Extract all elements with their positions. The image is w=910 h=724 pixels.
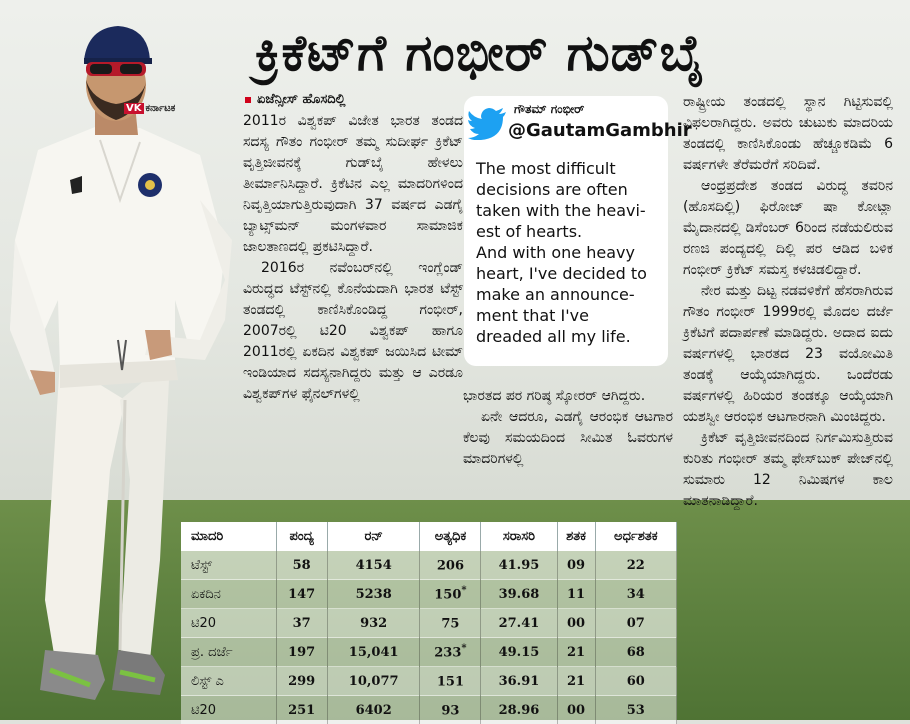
column-header: ರನ್ (327, 522, 420, 551)
matches-cell: 147 (276, 580, 327, 609)
article-column-2 (463, 386, 673, 470)
fifties-cell: 07 (595, 609, 676, 638)
average-cell: 41.95 (481, 551, 557, 580)
average-cell: 49.15 (481, 638, 557, 667)
article-column-1 (243, 111, 463, 405)
tweet-line: And with one heavy (476, 242, 666, 263)
best-cell: 93 (420, 696, 481, 724)
tweet-line: dreaded all my life. (476, 326, 666, 347)
column-header: ಅರ್ಧಶತಕ (595, 522, 676, 551)
paragraph: ಭಾರತದ ಪರ ಗರಿಷ್ಠ ಸ್ಕೋರರ್ ಆಗಿದ್ದರು. (463, 386, 673, 407)
byline-marker (245, 97, 251, 103)
fifties-cell: 34 (595, 580, 676, 609)
fifties-cell: 60 (595, 667, 676, 696)
twitter-bird-icon (468, 108, 508, 140)
tweet-line: make an announce- (476, 284, 666, 305)
table-row (181, 551, 677, 580)
matches-cell: 251 (276, 696, 327, 724)
tweet-line: decisions are often (476, 179, 666, 200)
table-row (181, 638, 677, 667)
paragraph: ರಾಷ್ಟ್ರೀಯ ತಂಡದಲ್ಲಿ ಸ್ಥಾನ ಗಿಟ್ಟಿಸುವಲ್ಲಿ ವಿಫಲರಾಗಿದ್ದರು. ಅವರು ಚುಟುಕು ಮಾದರಿಯ ತಂಡದಲ್ಲಿ ಕಾಣಿಸಿಕೊಂಡು ಹೆಚ್ಚೂಕಡಿಮೆ 6 ವರ್ಷಗಳೇ ತೆರೆಮರೆಗೆ ಸರಿದಿವೆ. (683, 92, 893, 176)
runs-cell: 15,041 (327, 638, 420, 667)
article-column-3 (683, 92, 893, 512)
best-cell: 151 (420, 667, 481, 696)
format-cell: ಪ್ರ. ದರ್ಜೆ (181, 638, 276, 667)
average-cell: 39.68 (481, 580, 557, 609)
hundreds-cell: 00 (557, 696, 595, 724)
hundreds-cell: 11 (557, 580, 595, 609)
column-header: ಶತಕ (557, 522, 595, 551)
tweet-line: ment that I've (476, 305, 666, 326)
hundreds-cell: 09 (557, 551, 595, 580)
matches-cell: 58 (276, 551, 327, 580)
format-cell: ಟೆಸ್ಟ್ (181, 551, 276, 580)
tweet-text (476, 158, 666, 347)
runs-cell: 4154 (327, 551, 420, 580)
table-row (181, 580, 677, 609)
column-header: ಸರಾಸರಿ (481, 522, 557, 551)
tweet-line: est of hearts. (476, 221, 666, 242)
paragraph: ಆಂಧ್ರಪ್ರದೇಶ ತಂಡದ ವಿರುದ್ಧ ತವರಿನ (ಹೊಸದಿಲ್ಲಿ) ಫಿರೋಜ್ ಷಾ ಕೋಟ್ಲಾ ಮೈದಾನದಲ್ಲಿ ಡಿಸೆಂಬರ್ 6ರಿಂದ ನಡೆಯಲಿರುವ ರಣಜಿ ಪಂದ್ಯದಲ್ಲಿ ದಿಲ್ಲಿ ಪರ ಆಡಿದ ಬಳಿಕ ಗಂಭೀರ್ ಕ್ರಿಕೆಟ್ ಸಮಸ್ತ ಕಳಚಿಡಲಿದ್ದಾರೆ. (683, 176, 893, 281)
matches-cell: 299 (276, 667, 327, 696)
average-cell: 28.96 (481, 696, 557, 724)
column-header: ಮಾದರಿ (181, 522, 276, 551)
format-cell: ಟಿ20 (181, 609, 276, 638)
runs-cell: 932 (327, 609, 420, 638)
headline: ಕ್ರಿಕೆಟ್‌ಗೆ ಗಂಭೀರ್ ಗುಡ್‌ಬೈ (255, 18, 895, 88)
runs-cell: 10,077 (327, 667, 420, 696)
career-stats-table (181, 522, 677, 724)
hundreds-cell: 21 (557, 638, 595, 667)
best-cell: 75 (420, 609, 481, 638)
runs-cell: 5238 (327, 580, 420, 609)
byline: ಏಜೆನ್ಸೀಸ್ ಹೊಸದಿಲ್ಲಿ (245, 92, 345, 107)
column-header: ಅತ್ಯಧಿಕ (420, 522, 481, 551)
fifties-cell: 68 (595, 638, 676, 667)
best-cell: 150* (420, 580, 481, 609)
vk-logo: VK ಕರ್ನಾಟಕ (124, 103, 175, 114)
paragraph: ನೇರ ಮತ್ತು ದಿಟ್ಟ ನಡವಳಿಕೆಗೆ ಹೆಸರಾಗಿರುವ ಗೌತಂ ಗಂಭೀರ್ 1999ರಲ್ಲಿ ಮೊದಲ ದರ್ಜೆ ಕ್ರಿಕೆಟಿಗೆ ಪದಾರ್ಪಣೆ ಮಾಡಿದ್ದರು. ಅದಾದ ಐದು ವರ್ಷಗಳಲ್ಲಿ ಭಾರತದ 23 ವಯೋಮಿತಿ ತಂಡಕ್ಕೆ ಆಯ್ಕೆಯಾಗಿದ್ದರು. ಒಂದೆರಡು ವರ್ಷಗಳಲ್ಲಿ ಹಿರಿಯರ ತಂಡಕ್ಕೂ ಆಯ್ಕೆಯಾಗಿ ಯಶಸ್ವೀ ಆರಂಭಿಕ ಆಟಗಾರನಾಗಿ ಮಿಂಚಿದ್ದರು. (683, 281, 893, 428)
tweet-line: taken with the heavi- (476, 200, 666, 221)
matches-cell: 37 (276, 609, 327, 638)
format-cell: ಲಿಸ್ಟ್ ಎ (181, 667, 276, 696)
hundreds-cell: 21 (557, 667, 595, 696)
tweet-line: heart, I've decided to (476, 263, 666, 284)
tweet-box (464, 96, 668, 366)
best-cell: 233* (420, 638, 481, 667)
matches-cell: 197 (276, 638, 327, 667)
fifties-cell: 22 (595, 551, 676, 580)
paragraph: 2011ರ ವಿಶ್ವಕಪ್ ವಿಜೇತ ಭಾರತ ತಂಡದ ಸದಸ್ಯ ಗೌತಂ ಗಂಭೀರ್ ತಮ್ಮ ಸುದೀರ್ಘ ಕ್ರಿಕೆಟ್ ವೃತ್ತಿಜೀವನಕ್ಕೆ ಗುಡ್‌ಬೈ ಹೇಳಲು ತೀರ್ಮಾನಿಸಿದ್ದಾರೆ. ಕ್ರಿಕೆಟಿನ ಎಲ್ಲ ಮಾದರಿಗಳಿಂದ ನಿವೃತ್ತಿಯಾಗುತ್ತಿರುವುದಾಗಿ 37 ವರ್ಷದ ಎಡಗೈ ಬ್ಯಾಟ್ಸ್‌ಮನ್ ಮಂಗಳವಾರ ಸಾಮಾಜಿಕ ಜಾಲತಾಣದಲ್ಲಿ ಪ್ರಕಟಿಸಿದ್ದಾರೆ. (243, 111, 463, 258)
fifties-cell: 53 (595, 696, 676, 724)
tweet-line: The most difficult (476, 158, 666, 179)
tweet-handle: @GautamGambhir (508, 120, 692, 141)
best-cell: 206 (420, 551, 481, 580)
average-cell: 27.41 (481, 609, 557, 638)
hundreds-cell: 00 (557, 609, 595, 638)
average-cell: 36.91 (481, 667, 557, 696)
paragraph: 2016ರ ನವೆಂಬರ್‌ನಲ್ಲಿ ಇಂಗ್ಲೆಂಡ್ ವಿರುದ್ಧದ ಟೆಸ್ಟ್‌ನಲ್ಲಿ ಕೊನೆಯದಾಗಿ ಭಾರತ ಟೆಸ್ಟ್ ತಂಡದಲ್ಲಿ ಕಾಣಿಸಿಕೊಂಡಿದ್ದ ಗಂಭೀರ್, 2007ರಲ್ಲಿ ಟಿ20 ವಿಶ್ವಕಪ್ ಹಾಗೂ 2011ರಲ್ಲಿ ಏಕದಿನ ವಿಶ್ವಕಪ್ ಜಯಿಸಿದ ಟೀಮ್ ಇಂಡಿಯಾದ ಸದಸ್ಯನಾಗಿದ್ದರು ಮತ್ತು ಆ ಎರಡೂ ವಿಶ್ವಕಪ್‌ಗಳ ಫೈನಲ್‌ಗಳಲ್ಲಿ (243, 258, 463, 405)
runs-cell: 6402 (327, 696, 420, 724)
paragraph: ಕ್ರಿಕೆಟ್ ವೃತ್ತಿಜೀವನದಿಂದ ನಿರ್ಗಮಿಸುತ್ತಿರುವ ಕುರಿತು ಗಂಭೀರ್ ತಮ್ಮ ಫೇಸ್‌ಬುಕ್ ಪೇಜ್‌ನಲ್ಲಿ ಸುಮಾರು 12 ನಿಮಿಷಗಳ ಕಾಲ ಮಾತನಾಡಿದ್ದಾರೆ. (683, 428, 893, 512)
paragraph: ಏನೇ ಆದರೂ, ಎಡಗೈ ಆರಂಭಿಕ ಆಟಗಾರ ಕೆಲವು ಸಮಯದಿಂದ ಸೀಮಿತ ಓವರುಗಳ ಮಾದರಿಗಳಲ್ಲಿ (463, 407, 673, 470)
table-row (181, 609, 677, 638)
format-cell: ಏಕದಿನ (181, 580, 276, 609)
table-row (181, 667, 677, 696)
tweet-author-name: ಗೌತಮ್ ಗಂಭೀರ್ (514, 102, 584, 117)
format-cell: ಟಿ20 (181, 696, 276, 724)
column-header: ಪಂದ್ಯ (276, 522, 327, 551)
table-header-row (181, 522, 677, 551)
